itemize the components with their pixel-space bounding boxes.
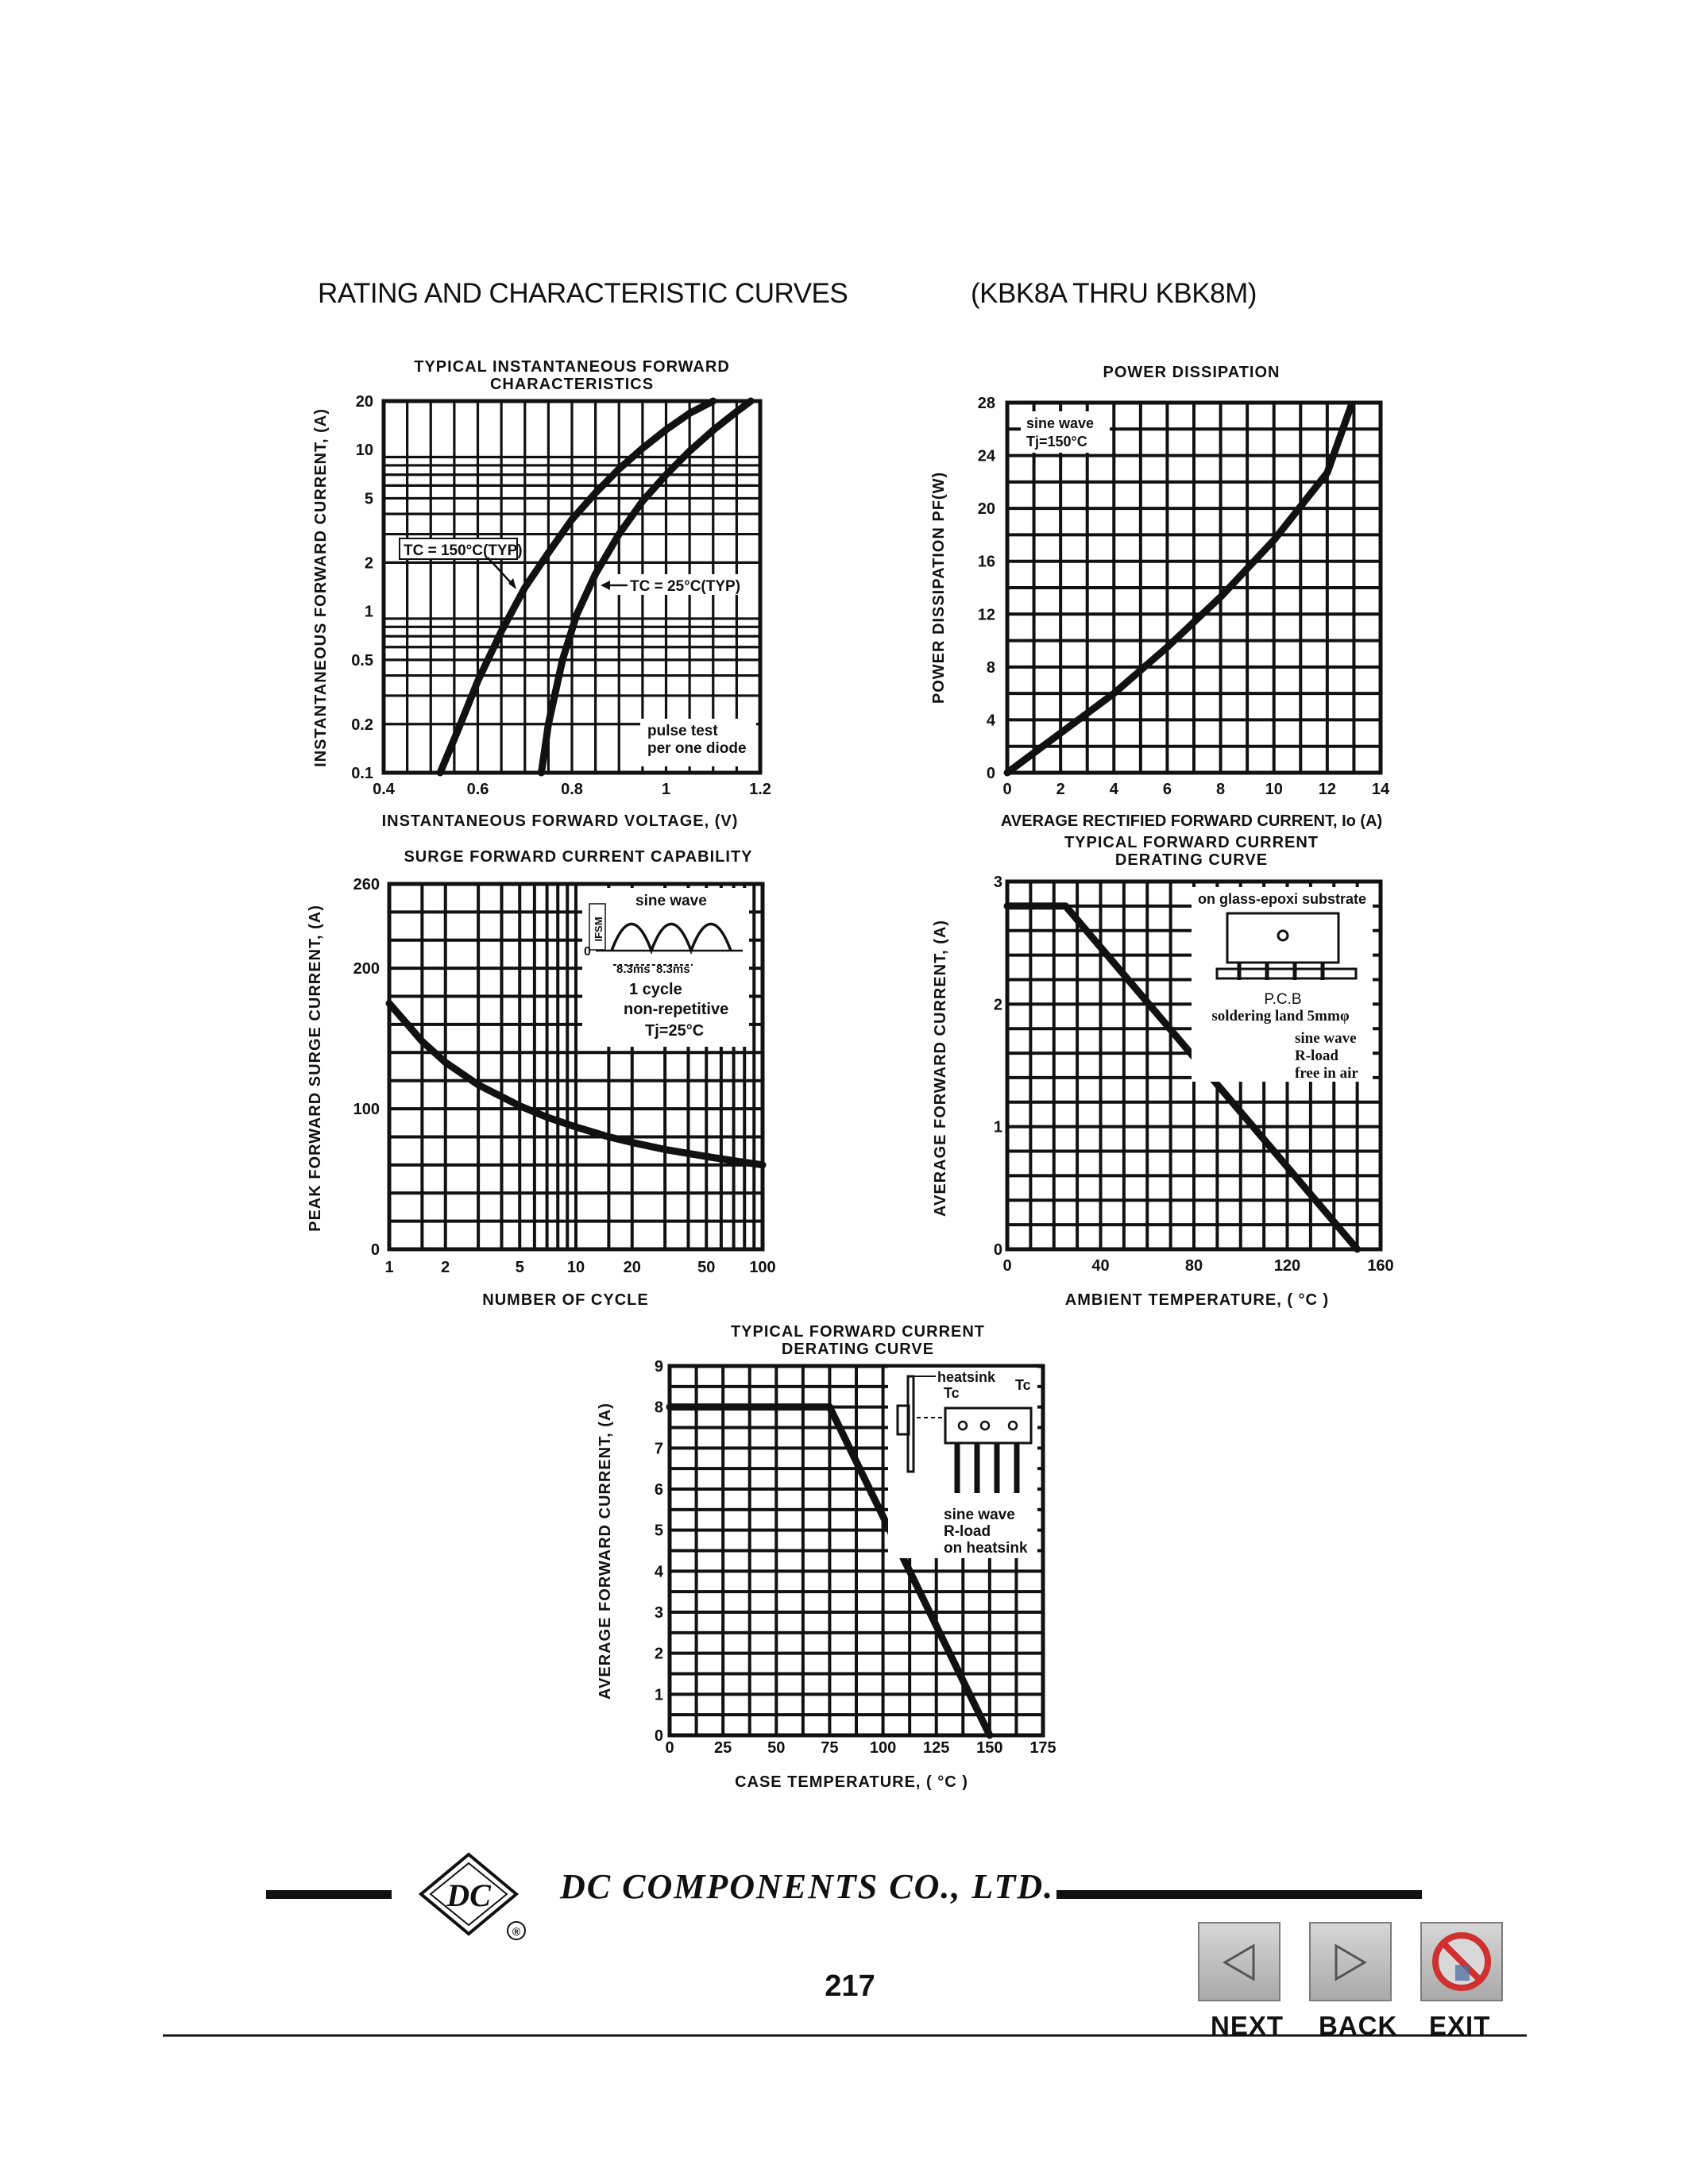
data-point	[478, 1085, 479, 1086]
exit-button[interactable]	[1420, 1922, 1503, 2001]
annotation-text: 8.3ms	[656, 963, 690, 976]
data-point	[595, 573, 596, 574]
y-tick-label: 1	[364, 603, 373, 621]
left-triangle-icon	[1199, 1924, 1279, 2000]
y-tick-label: 1	[993, 1118, 1002, 1136]
x-tick-label: 100	[869, 1739, 897, 1757]
y-tick-label: 2	[364, 554, 373, 573]
data-point	[422, 1041, 423, 1042]
x-tick-label: 80	[1184, 1257, 1203, 1275]
series-label-0: TC = 150°C(TYP)	[404, 542, 523, 559]
data-point	[1167, 646, 1168, 647]
data-point	[733, 1160, 734, 1161]
data-point	[689, 451, 690, 452]
right-triangle-icon	[1311, 1924, 1390, 2000]
x-tick-label: 4	[1109, 781, 1118, 798]
chart-title: POWER DISSIPATION	[1103, 364, 1280, 381]
data-point	[689, 413, 690, 414]
x-tick-label: 100	[749, 1259, 776, 1276]
y-tick-label: 4	[654, 1563, 663, 1581]
annotation-text: per one diode	[647, 740, 747, 757]
next-label: NEXT	[1211, 2011, 1284, 2040]
x-tick-label: 1.2	[749, 781, 771, 798]
data-point	[524, 587, 525, 588]
data-point	[1065, 905, 1066, 906]
annotation-text: 8.3ms	[616, 963, 651, 976]
y-tick-label: 3	[654, 1604, 663, 1622]
y-tick-label: 20	[977, 500, 995, 519]
chart-title: DERATING CURVE	[1114, 851, 1269, 869]
x-tick-label: 12	[1318, 781, 1336, 798]
x-tick-label: 6	[1162, 781, 1172, 798]
x-tick-label: 0.8	[561, 781, 583, 798]
y-tick-label: 3	[993, 874, 1002, 891]
annotation-text: sine wave	[944, 1507, 1015, 1523]
y-tick-label: 12	[977, 606, 995, 624]
logo-text: DC	[446, 1877, 491, 1913]
x-tick-label: 2	[1056, 781, 1065, 798]
annotation-text: IFSM	[593, 916, 605, 942]
back-button[interactable]	[1309, 1922, 1392, 2001]
y-tick-label: 0	[654, 1727, 663, 1745]
y-tick-label: 5	[364, 490, 373, 508]
x-tick-label: 1	[384, 1259, 394, 1276]
page-number: 217	[825, 1970, 875, 2003]
y-tick-label: 24	[977, 447, 995, 465]
y-tick-label: 0.2	[351, 716, 373, 734]
x-tick-label: 50	[767, 1739, 786, 1757]
data-point	[548, 553, 549, 554]
y-axis-label: INSTANTANEOUS FORWARD CURRENT, (A)	[312, 408, 330, 767]
y-tick-label: 10	[355, 442, 373, 460]
x-tick-label: 0.4	[373, 781, 395, 798]
chart-power-dissipation	[930, 364, 1390, 830]
data-point	[548, 723, 549, 724]
y-tick-label: 260	[353, 876, 380, 893]
registered-mark: ®	[512, 1925, 521, 1938]
annotation-text: sine wave	[1295, 1030, 1357, 1047]
y-tick-label: 100	[353, 1101, 380, 1119]
x-tick-label: 25	[714, 1739, 732, 1757]
x-tick-label: 0	[665, 1739, 674, 1757]
x-tick-label: 10	[1265, 781, 1283, 798]
x-tick-label: 175	[1029, 1739, 1056, 1757]
y-tick-label: 9	[654, 1358, 663, 1376]
data-point	[1060, 733, 1061, 734]
y-tick-label: 20	[355, 393, 373, 411]
annotation-text: sine wave	[1026, 415, 1095, 431]
x-tick-label: 2	[441, 1259, 450, 1276]
annotation-text: R-load	[944, 1523, 991, 1540]
annotation-text: free in air	[1295, 1065, 1358, 1082]
data-point	[608, 1136, 609, 1137]
x-tick-label: 1	[661, 781, 671, 798]
company-name: DC COMPONENTS CO., LTD.	[560, 1867, 1055, 1906]
chart-title: TYPICAL FORWARD CURRENT	[1064, 834, 1319, 851]
y-tick-label: 0	[986, 765, 995, 782]
annotation-text: R-load	[1295, 1048, 1338, 1064]
y-tick-label: 2	[993, 996, 1002, 1014]
x-tick-label: 14	[1371, 781, 1390, 798]
chart-title: CHARACTERISTICS	[489, 376, 655, 393]
y-tick-label: 4	[986, 712, 995, 730]
data-point	[642, 448, 643, 449]
annotation-text: pulse test	[647, 723, 718, 739]
data-point	[541, 773, 542, 774]
data-point	[445, 1062, 446, 1063]
chart-forward-characteristics	[312, 358, 771, 830]
y-axis-label: AVERAGE FORWARD CURRENT, (A)	[597, 1403, 614, 1700]
chart-surge-current	[307, 848, 776, 1309]
data-point	[1007, 905, 1008, 906]
x-axis-label: AMBIENT TEMPERATURE, ( °C )	[1064, 1291, 1330, 1309]
annotation-text: soldering land 5mmφ	[1211, 1008, 1350, 1024]
x-axis-label: INSTANTANEOUS FORWARD VOLTAGE, (V)	[381, 812, 739, 830]
y-tick-label: 0	[993, 1241, 1002, 1259]
annotation-text: Tc	[1015, 1377, 1031, 1393]
chart-title: TYPICAL FORWARD CURRENT	[730, 1323, 986, 1341]
chart-derating-case	[597, 1323, 1056, 1791]
part-range: (KBK8A THRU KBK8M)	[971, 278, 1257, 309]
data-point	[1351, 405, 1352, 406]
annotation-text: on glass-epoxi substrate	[1198, 891, 1367, 907]
x-tick-label: 20	[623, 1259, 641, 1276]
data-point	[1007, 773, 1008, 774]
back-label: BACK	[1319, 2011, 1398, 2040]
data-point	[440, 773, 441, 774]
data-point	[389, 1003, 390, 1004]
x-axis-label: NUMBER OF CYCLE	[482, 1291, 649, 1309]
x-tick-label: 10	[566, 1259, 585, 1276]
annotation-text: 1 cycle	[629, 981, 682, 998]
exit-label: EXIT	[1429, 2011, 1491, 2040]
annotation-text: 0	[584, 945, 591, 959]
x-tick-label: 0	[1002, 1257, 1012, 1275]
y-tick-label: 28	[977, 395, 995, 412]
y-axis-label: AVERAGE FORWARD CURRENT, (A)	[932, 920, 949, 1217]
y-tick-label: 1	[654, 1686, 663, 1704]
x-tick-label: 8	[1216, 781, 1226, 798]
y-tick-label: 0.1	[351, 765, 373, 782]
data-point	[642, 501, 643, 502]
x-axis-label: AVERAGE RECTIFIED FORWARD CURRENT, Io (A)	[1000, 812, 1383, 830]
chart-derating-ambient	[932, 834, 1394, 1309]
y-tick-label: 2	[654, 1645, 663, 1663]
data-point	[458, 727, 459, 728]
data-point	[989, 1735, 990, 1736]
data-point	[1273, 540, 1274, 541]
y-tick-label: 8	[654, 1399, 663, 1417]
y-tick-label: 5	[654, 1522, 663, 1540]
chart-title: SURGE FORWARD CURRENT CAPABILITY	[404, 848, 753, 866]
chart-title: DERATING CURVE	[781, 1341, 935, 1358]
y-axis-label: POWER DISSIPATION PF(W)	[930, 471, 948, 704]
data-point	[829, 1406, 830, 1407]
data-point	[501, 631, 502, 632]
x-tick-label: 5	[515, 1259, 524, 1276]
annotation-text: heatsink	[937, 1369, 996, 1385]
y-tick-label: 200	[353, 960, 380, 978]
series-label-1: TC = 25°C(TYP)	[630, 578, 741, 595]
annotation-text: P.C.B	[1264, 991, 1302, 1008]
data-point	[572, 519, 573, 520]
next-button[interactable]	[1198, 1922, 1280, 2001]
chart-title: TYPICAL INSTANTANEOUS FORWARD	[414, 358, 730, 376]
y-tick-label: 0.5	[351, 651, 373, 669]
data-point	[1220, 596, 1221, 597]
y-tick-label: 8	[986, 658, 995, 677]
data-point	[1033, 753, 1034, 754]
data-point	[706, 1156, 707, 1157]
data-point	[595, 492, 596, 493]
data-point	[562, 659, 563, 660]
annotation-text: Tj=25°C	[645, 1022, 705, 1040]
x-tick-label: 40	[1091, 1257, 1110, 1275]
data-point	[576, 1127, 577, 1128]
x-tick-label: 0	[1002, 781, 1012, 798]
data-point	[1357, 1249, 1358, 1250]
page-title: RATING AND CHARACTERISTIC CURVES	[318, 278, 848, 309]
y-tick-label: 16	[977, 553, 995, 571]
x-tick-label: 150	[976, 1739, 1003, 1757]
x-tick-label: 160	[1367, 1257, 1394, 1275]
y-tick-label: 6	[654, 1481, 663, 1499]
x-axis-label: CASE TEMPERATURE, ( °C )	[735, 1773, 968, 1791]
annotation-text: sine wave	[635, 893, 707, 909]
annotation-text: on heatsink	[944, 1540, 1028, 1557]
x-tick-label: 75	[821, 1739, 839, 1757]
no-entry-icon	[1422, 1924, 1501, 2000]
data-point	[665, 1149, 666, 1150]
y-axis-label: PEAK FORWARD SURGE CURRENT, (A)	[307, 905, 324, 1232]
x-tick-label: 0.6	[466, 781, 489, 798]
x-tick-label: 50	[697, 1259, 716, 1276]
annotation-text: Tc	[944, 1385, 960, 1401]
annotation-text: Tj=150°C	[1026, 434, 1087, 450]
annotation-text: non-repetitive	[624, 1001, 729, 1018]
x-tick-label: 125	[923, 1739, 950, 1757]
y-tick-label: 0	[370, 1241, 380, 1259]
x-tick-label: 120	[1273, 1257, 1301, 1275]
data-point	[736, 411, 737, 412]
y-tick-label: 7	[654, 1440, 663, 1458]
